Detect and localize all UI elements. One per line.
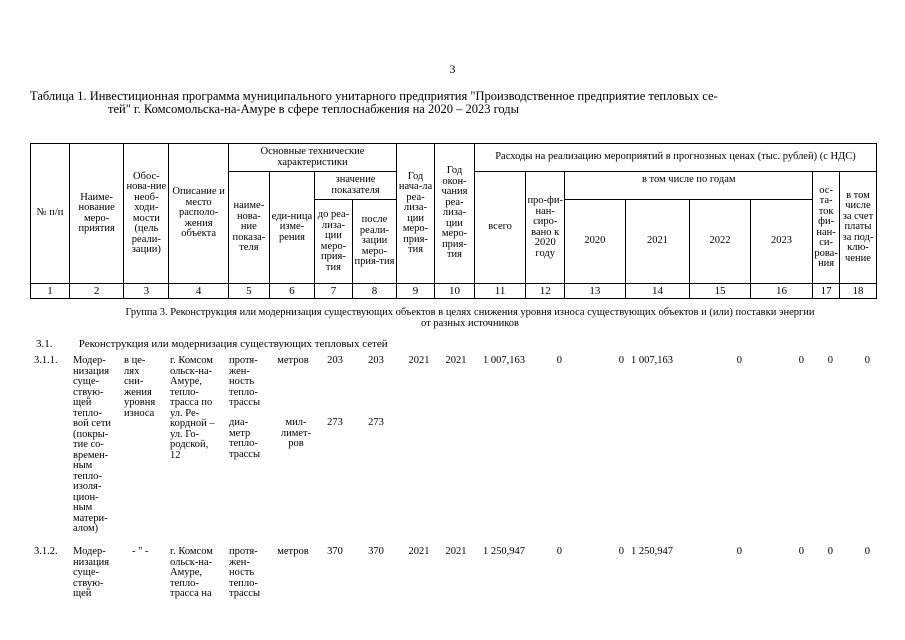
header-year-start: Год нача-ла реа-лиза-ции меро-прия-тия bbox=[397, 144, 435, 284]
column-number: 13 bbox=[565, 284, 625, 299]
header-expenses: Расходы на реализацию мероприятий в прогнозных ценах (тыс. рублей) (с НДС) bbox=[474, 144, 876, 172]
row-remaining: 0 bbox=[827, 355, 833, 366]
row-indicator-name: протя- жен- ность тепло- трассы bbox=[229, 355, 261, 408]
header-tech-characteristics: Основные технические характеристики bbox=[228, 144, 396, 172]
header-prefinanced: про-фи-нан-сиро-вано к 2020 году bbox=[526, 172, 565, 284]
column-number: 15 bbox=[690, 284, 750, 299]
row-year-2020: 0 bbox=[618, 546, 624, 557]
row-number: 3.1.1. bbox=[34, 355, 58, 366]
column-number: 14 bbox=[625, 284, 690, 299]
row-value-before: 273 bbox=[327, 417, 343, 428]
row-name: Модер- низация суще- ствую- щей тепло- вой сети (покры- тие со- времен- ным тепло- изоля- цион- ным матери- алом) bbox=[73, 355, 112, 534]
row-prefinanced: 0 bbox=[556, 546, 562, 557]
header-year-2021: 2021 bbox=[625, 200, 690, 284]
row-connection: 0 bbox=[864, 355, 870, 366]
group-title: Группа 3. Реконструкция или модернизация существующих объектов в целях снижения уровня износа существующих объектов и (или) поставки энергии от разных источников bbox=[125, 307, 815, 329]
header-year-2023: 2023 bbox=[750, 200, 813, 284]
column-number: 7 bbox=[314, 284, 352, 299]
header-description: Описание и место располо-жения объекта bbox=[169, 144, 228, 284]
header-before: до реа-лиза-ции меро-прия-тия bbox=[314, 200, 352, 284]
header-total: всего bbox=[474, 172, 525, 284]
column-number: 5 bbox=[228, 284, 269, 299]
column-number: 10 bbox=[434, 284, 474, 299]
row-remaining: 0 bbox=[827, 546, 833, 557]
row-year-start: 2021 bbox=[408, 546, 430, 557]
row-value-after: 203 bbox=[368, 355, 384, 366]
header-year-end: Год окон-чания реа-лиза-ции меро-прия-тия bbox=[434, 144, 474, 284]
row-unit: метров bbox=[277, 355, 309, 366]
row-year-2021: 1 250,947 bbox=[631, 546, 673, 557]
row-unit: мил- лимет- ров bbox=[280, 417, 312, 449]
header-indicator-name: наиме-нова-ние показа-теля bbox=[228, 172, 269, 284]
row-description: г. Комсом ольск-на- Амуре, тепло- трасса на bbox=[170, 546, 213, 599]
column-number: 16 bbox=[750, 284, 813, 299]
row-number: 3.1.2. bbox=[34, 546, 58, 557]
row-description: г. Комсом ольск-на- Амуре, тепло- трасса по ул. Ре- кордной – ул. Го- родской, 12 bbox=[170, 355, 215, 461]
row-unit: метров bbox=[277, 546, 309, 557]
row-year-2023: 0 bbox=[798, 355, 804, 366]
row-connection: 0 bbox=[864, 546, 870, 557]
row-indicator-name: протя- жен- ность тепло- трассы bbox=[229, 546, 261, 599]
subgroup-number: 3.1. bbox=[36, 338, 53, 350]
row-year-start: 2021 bbox=[408, 355, 430, 366]
header-year-2020: 2020 bbox=[565, 200, 625, 284]
row-value-before: 370 bbox=[327, 546, 343, 557]
table-title bbox=[30, 90, 878, 116]
header-year-2022: 2022 bbox=[690, 200, 750, 284]
header-num: № п/п bbox=[31, 144, 70, 284]
column-number: 17 bbox=[813, 284, 840, 299]
column-number: 2 bbox=[69, 284, 123, 299]
column-number: 4 bbox=[169, 284, 228, 299]
row-year-end: 2021 bbox=[445, 355, 467, 366]
row-year-2020: 0 bbox=[618, 355, 624, 366]
column-number: 3 bbox=[124, 284, 169, 299]
row-year-2023: 0 bbox=[798, 546, 804, 557]
column-number: 8 bbox=[352, 284, 396, 299]
column-number: 11 bbox=[474, 284, 525, 299]
row-justification: - " - bbox=[132, 546, 149, 557]
row-name: Модер- низация суще- ствую- щей bbox=[73, 546, 110, 599]
row-value-before: 203 bbox=[327, 355, 343, 366]
subgroup-title: Реконструкция или модернизация существующих тепловых сетей bbox=[78, 338, 388, 350]
header-justification: Обос-нова-ние необ-ходи-мости (цель реали-зации) bbox=[124, 144, 169, 284]
row-year-2022: 0 bbox=[736, 355, 742, 366]
header-connection: в том числе за счет платы за под-клю-чение bbox=[839, 172, 876, 284]
column-number: 18 bbox=[839, 284, 876, 299]
row-justification: в це- лях сни- жения уровня износа bbox=[124, 355, 156, 419]
column-number: 12 bbox=[526, 284, 565, 299]
row-year-2021: 1 007,163 bbox=[631, 355, 673, 366]
row-total: 1 007,163 bbox=[483, 355, 525, 366]
row-year-2022: 0 bbox=[736, 546, 742, 557]
header-unit: еди-ница изме-рения bbox=[269, 172, 314, 284]
subgroup-heading bbox=[36, 338, 388, 350]
header-name: Наиме-нование меро-приятия bbox=[69, 144, 123, 284]
row-indicator-name: диа- метр тепло- трассы bbox=[229, 417, 261, 460]
column-number: 1 bbox=[31, 284, 70, 299]
header-remaining: ос-та-ток фи-нан-си-рова-ния bbox=[813, 172, 840, 284]
header-by-years: в том числе по годам bbox=[565, 172, 813, 200]
column-number: 9 bbox=[397, 284, 435, 299]
table-title-line-2: тей" г. Комсомольска-на-Амуре в сфере теплоснабжения на 2020 – 2023 годы bbox=[108, 102, 520, 116]
table-title-line-1: Таблица 1. Инвестиционная программа муниципального унитарного предприятия "Производственное предприятие тепловых се- bbox=[30, 89, 718, 103]
column-number: 6 bbox=[269, 284, 314, 299]
header-table bbox=[30, 143, 877, 299]
row-value-after: 370 bbox=[368, 546, 384, 557]
row-prefinanced: 0 bbox=[556, 355, 562, 366]
header-after: после реали-зации меро-прия-тия bbox=[352, 200, 396, 284]
row-value-after: 273 bbox=[368, 417, 384, 428]
row-total: 1 250,947 bbox=[483, 546, 525, 557]
row-year-end: 2021 bbox=[445, 546, 467, 557]
header-indicator-value: значение показателя bbox=[314, 172, 396, 200]
page-number: 3 bbox=[449, 62, 456, 76]
